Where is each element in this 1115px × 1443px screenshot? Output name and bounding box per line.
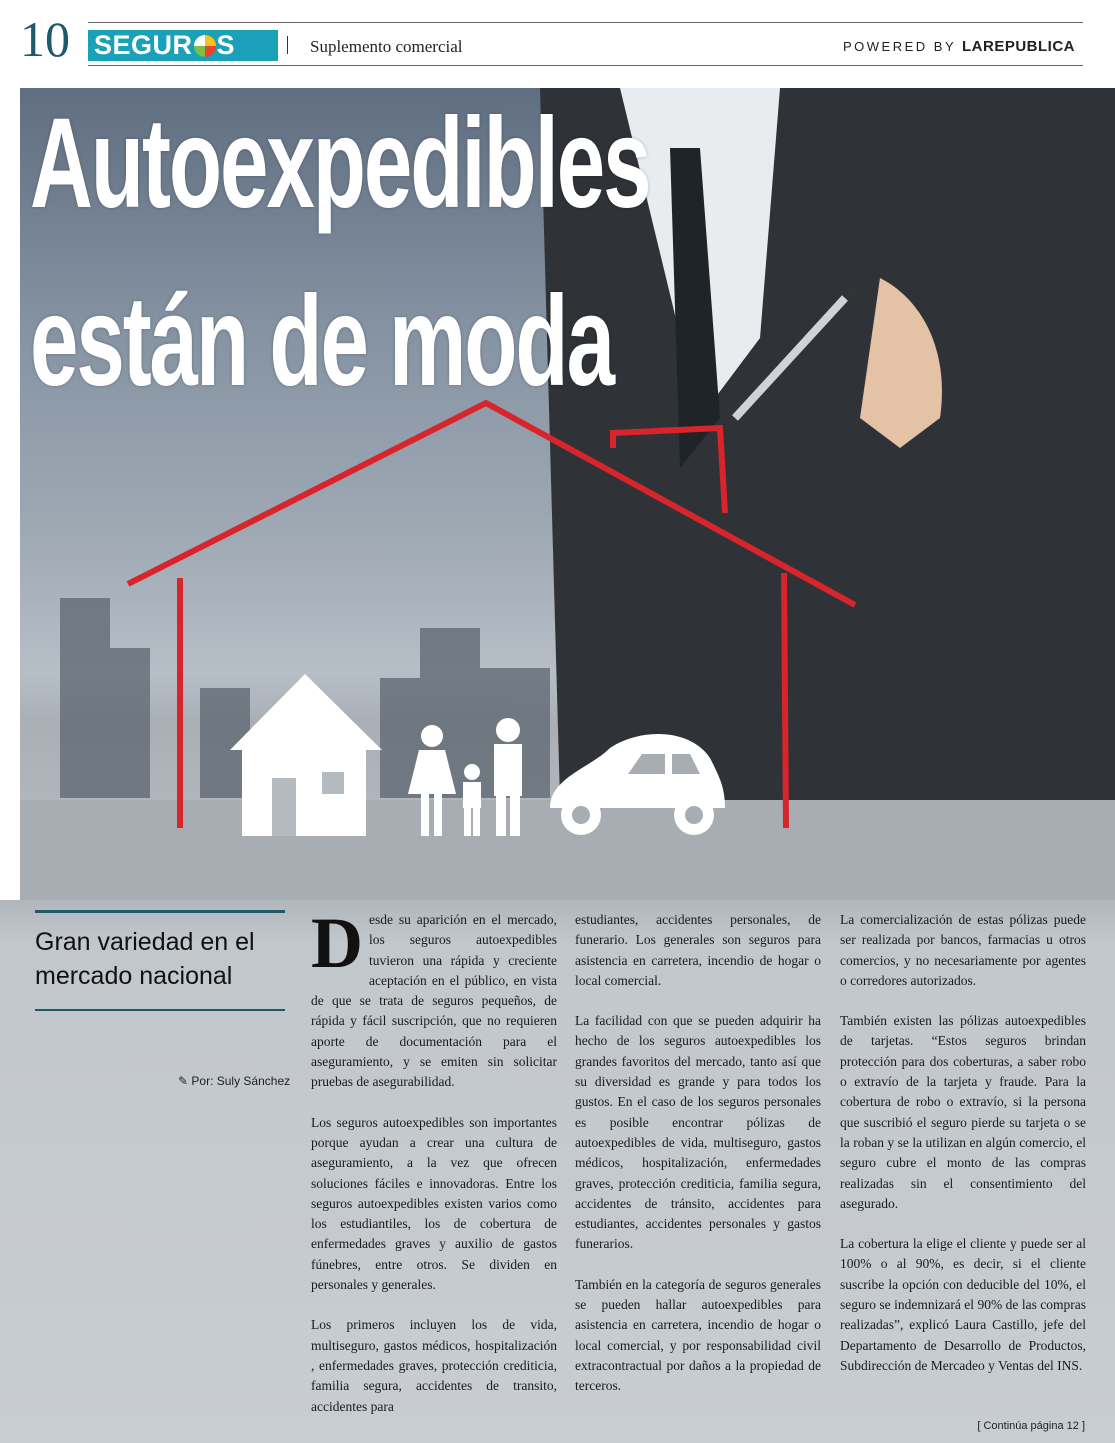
article-column-1 [311, 903, 557, 1437]
header-rule-bottom [88, 65, 1083, 66]
powered-by-label: POWERED BY [842, 39, 956, 54]
paragraph [311, 903, 557, 1093]
paragraph: También en la categoría de seguros generales se pueden hallar autoexpedibles para asistencia en carretera, incendio de hogar o local comercial, y por responsabilidad civil extracontractual por daños a la propiedad de terceros. [575, 1276, 821, 1394]
section-name: SEGUR [94, 30, 193, 60]
section-name-tail: S [216, 30, 236, 60]
sidebar-rule-bottom [35, 1009, 285, 1011]
sidebar-rule-top [35, 910, 285, 913]
continues-note: [ Continúa página 12 ] [977, 1420, 1085, 1432]
page-number: 10 [20, 11, 70, 67]
house-icon [230, 674, 382, 836]
header-rule-top [88, 22, 1083, 23]
paragraph: estudiantes, accidentes personales, de funerario. Los generales son seguros para asistencia en carretera, incendio de hogar o local comercial. [575, 912, 821, 988]
article-column-2 [575, 910, 821, 1417]
section-logo-icon [194, 35, 216, 57]
paragraph: La cobertura la elige el cliente y puede ser al 100% o al 90%, es decir, si el cliente suscribe la opción con deducible del 10%, el seguro se indemnizará el 90% de las compras realizadas”, explicó Laura Castillo, jefe del Departamento de Desarrollo de Productos, Subdirección de Mercadeo y Ventas del INS. [840, 1236, 1086, 1373]
paragraph: También existen las pólizas autoexpedibles de tarjetas. “Estos seguros brindan protección para dos coberturas, a saber robo o extravío de la tarjeta y fraude. Para la cobertura de robo o extravío, si la persona que suscribió el seguro pierde su tarjeta o se la roban y se la utilizan en algún comercio, el seguro cubre el monto de las compras realizadas sin el consentimiento del asegurado. [840, 1013, 1086, 1211]
pen-icon: ✎ [178, 1074, 189, 1088]
header-separator [287, 36, 288, 54]
section-logo [88, 30, 278, 61]
drop-cap: D [311, 903, 363, 983]
page-header [0, 0, 1115, 80]
supplement-label: Suplemento comercial [310, 37, 463, 56]
headline-line-1: Autoexpedibles [30, 92, 650, 235]
author-name: Por: Suly Sánchez [191, 1074, 291, 1088]
paragraph: Los seguros autoexpedibles son importantes porque ayudan a crear una cultura de aseguramiento, a la vez que ofrecen soluciones fáciles e innovadoras. Entre los seguros autoexpedibles existen varios como los estudiantiles, los de cobertura de enfermedades graves y auxilio de gastos fúnebres, entre otros. Se dividen en personales y generales. [311, 1114, 557, 1293]
paragraph: La facilidad con que se pueden adquirir ha hecho de los seguros autoexpedibles los grandes favoritos del mercado, tanto así que su diversidad es grande y para todos los gustos. En el caso de los seguros personales es posible encontrar pólizas de autoexpedibles de vida, multiseguro, gastos médicos, hospitalización, enfermedades graves, protección crediticia, familia segura, accidentes de tránsito, accidentes para estudiantes, accidentes personales y gastos funerarios. [575, 1013, 821, 1252]
article-body [0, 900, 1115, 1443]
headline-line-2: están de moda [30, 270, 613, 413]
paragraph: Los primeros incluyen los de vida, multiseguro, gastos médicos, hospitalización , enfermedades graves, protección crediticia, familia segura, accidentes de transito, accidentes para [311, 1317, 557, 1414]
byline [178, 1074, 290, 1088]
sidebar [35, 910, 285, 1011]
article-column-3 [840, 910, 1086, 1396]
powered-by [843, 38, 1075, 55]
hero-image [20, 88, 1115, 900]
paragraph-text: esde su aparición en el mercado, los seguros autoexpedibles tuvieron una rápida y creciente aceptación en el público, en vista de que se trata de seguros pequeños, de rápida y fácil suscripción, que no requieren aporte de documentación para el aseguramiento, y se emiten sin solicitar pruebas de asegurabilidad. [311, 912, 557, 1090]
publisher-logo: LAREPUBLICA [962, 38, 1075, 55]
sidebar-title: Gran variedad en el mercado nacional [35, 928, 255, 990]
paragraph: La comercialización de estas pólizas puede ser realizada por bancos, farmacias u otros comercios, y no necesariamente por agentes o corredores autorizados. [840, 912, 1086, 988]
